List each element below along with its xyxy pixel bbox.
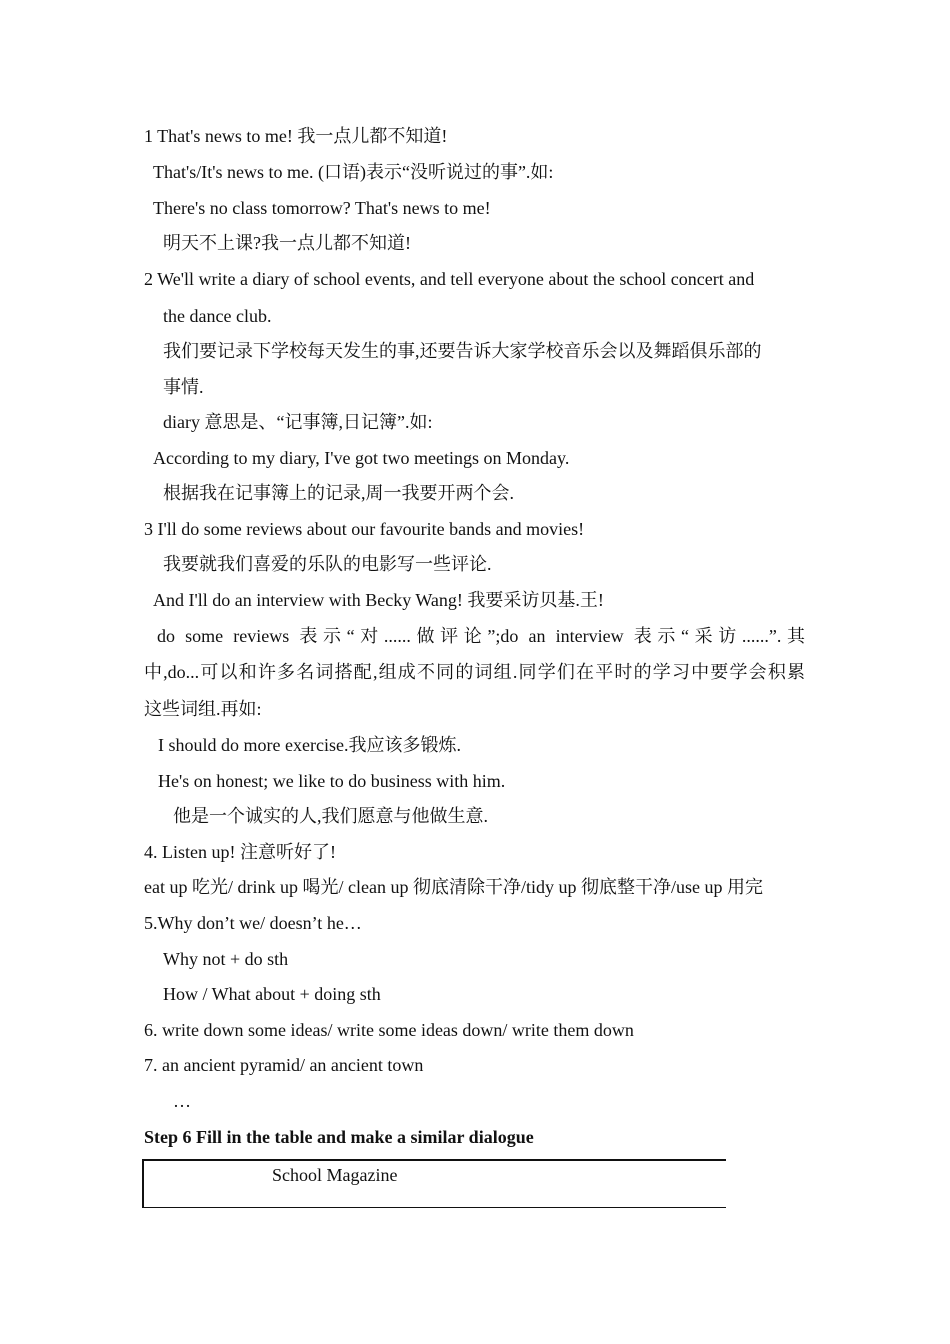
note-3-explanation: do some reviews 表示“对......做评论”;do an interview 表示“采访......”.其 <box>157 626 805 646</box>
note-1-example: There's no class tomorrow? That's news to me! <box>153 198 491 218</box>
note-3-example-1: I should do more exercise.我应该多锻炼. <box>158 735 461 755</box>
note-6: 6. write down some ideas/ write some ideas down/ write them down <box>144 1020 634 1040</box>
note-2-translation: 我们要记录下学校每天发生的事,还要告诉大家学校音乐会以及舞蹈俱乐部的 <box>163 341 762 361</box>
table-title: School Magazine <box>272 1165 398 1185</box>
note-2-example: According to my diary, I've got two meetings on Monday. <box>153 448 570 468</box>
note-3-sentence: And I'll do an interview with Becky Wang! 我要采访贝基.王! <box>153 590 604 610</box>
note-1-translation: 明天不上课?我一点儿都不知道! <box>163 233 411 253</box>
ellipsis: … <box>173 1091 191 1111</box>
note-3-translation: 我要就我们喜爱的乐队的电影写一些评论. <box>163 554 492 574</box>
step-6-heading: Step 6 Fill in the table and make a similar dialogue <box>144 1127 534 1147</box>
note-2-explanation: diary 意思是、“记事簿,日记簿”.如: <box>163 412 433 432</box>
note-4-heading: 4. Listen up! 注意听好了! <box>144 842 336 862</box>
note-3-heading: 3 I'll do some reviews about our favourite bands and movies! <box>144 519 585 539</box>
note-1-explanation: That's/It's news to me. (口语)表示“没听说过的事”.如: <box>153 162 554 182</box>
note-4-phrases: eat up 吃光/ drink up 喝光/ clean up 彻底清除干净/tidy up 彻底整干净/use up 用完 <box>144 877 763 897</box>
school-magazine-table <box>142 1159 726 1208</box>
note-2-translation-cont: 事情. <box>163 377 204 397</box>
note-3-example-2-translation: 他是一个诚实的人,我们愿意与他做生意. <box>173 806 488 826</box>
note-2-heading-cont: the dance club. <box>163 306 272 326</box>
note-5-pattern-1: Why not + do sth <box>163 949 289 969</box>
note-3-explanation-cont: 中,do...可以和许多名词搭配,组成不同的词组.同学们在平时的学习中要学会积累 <box>144 662 805 682</box>
note-2-heading: 2 We'll write a diary of school events, and tell everyone about the school concert and <box>144 269 755 289</box>
note-1-heading: 1 That's news to me! 我一点儿都不知道! <box>144 126 448 146</box>
note-2-example-translation: 根据我在记事簿上的记录,周一我要开两个会. <box>163 483 514 503</box>
note-5-heading: 5.Why don’t we/ doesn’t he… <box>144 913 362 933</box>
note-3-example-2: He's on honest; we like to do business with him. <box>158 771 506 791</box>
note-5-pattern-2: How / What about + doing sth <box>163 984 381 1004</box>
note-7: 7. an ancient pyramid/ an ancient town <box>144 1055 424 1075</box>
note-3-explanation-end: 这些词组.再如: <box>144 699 262 719</box>
